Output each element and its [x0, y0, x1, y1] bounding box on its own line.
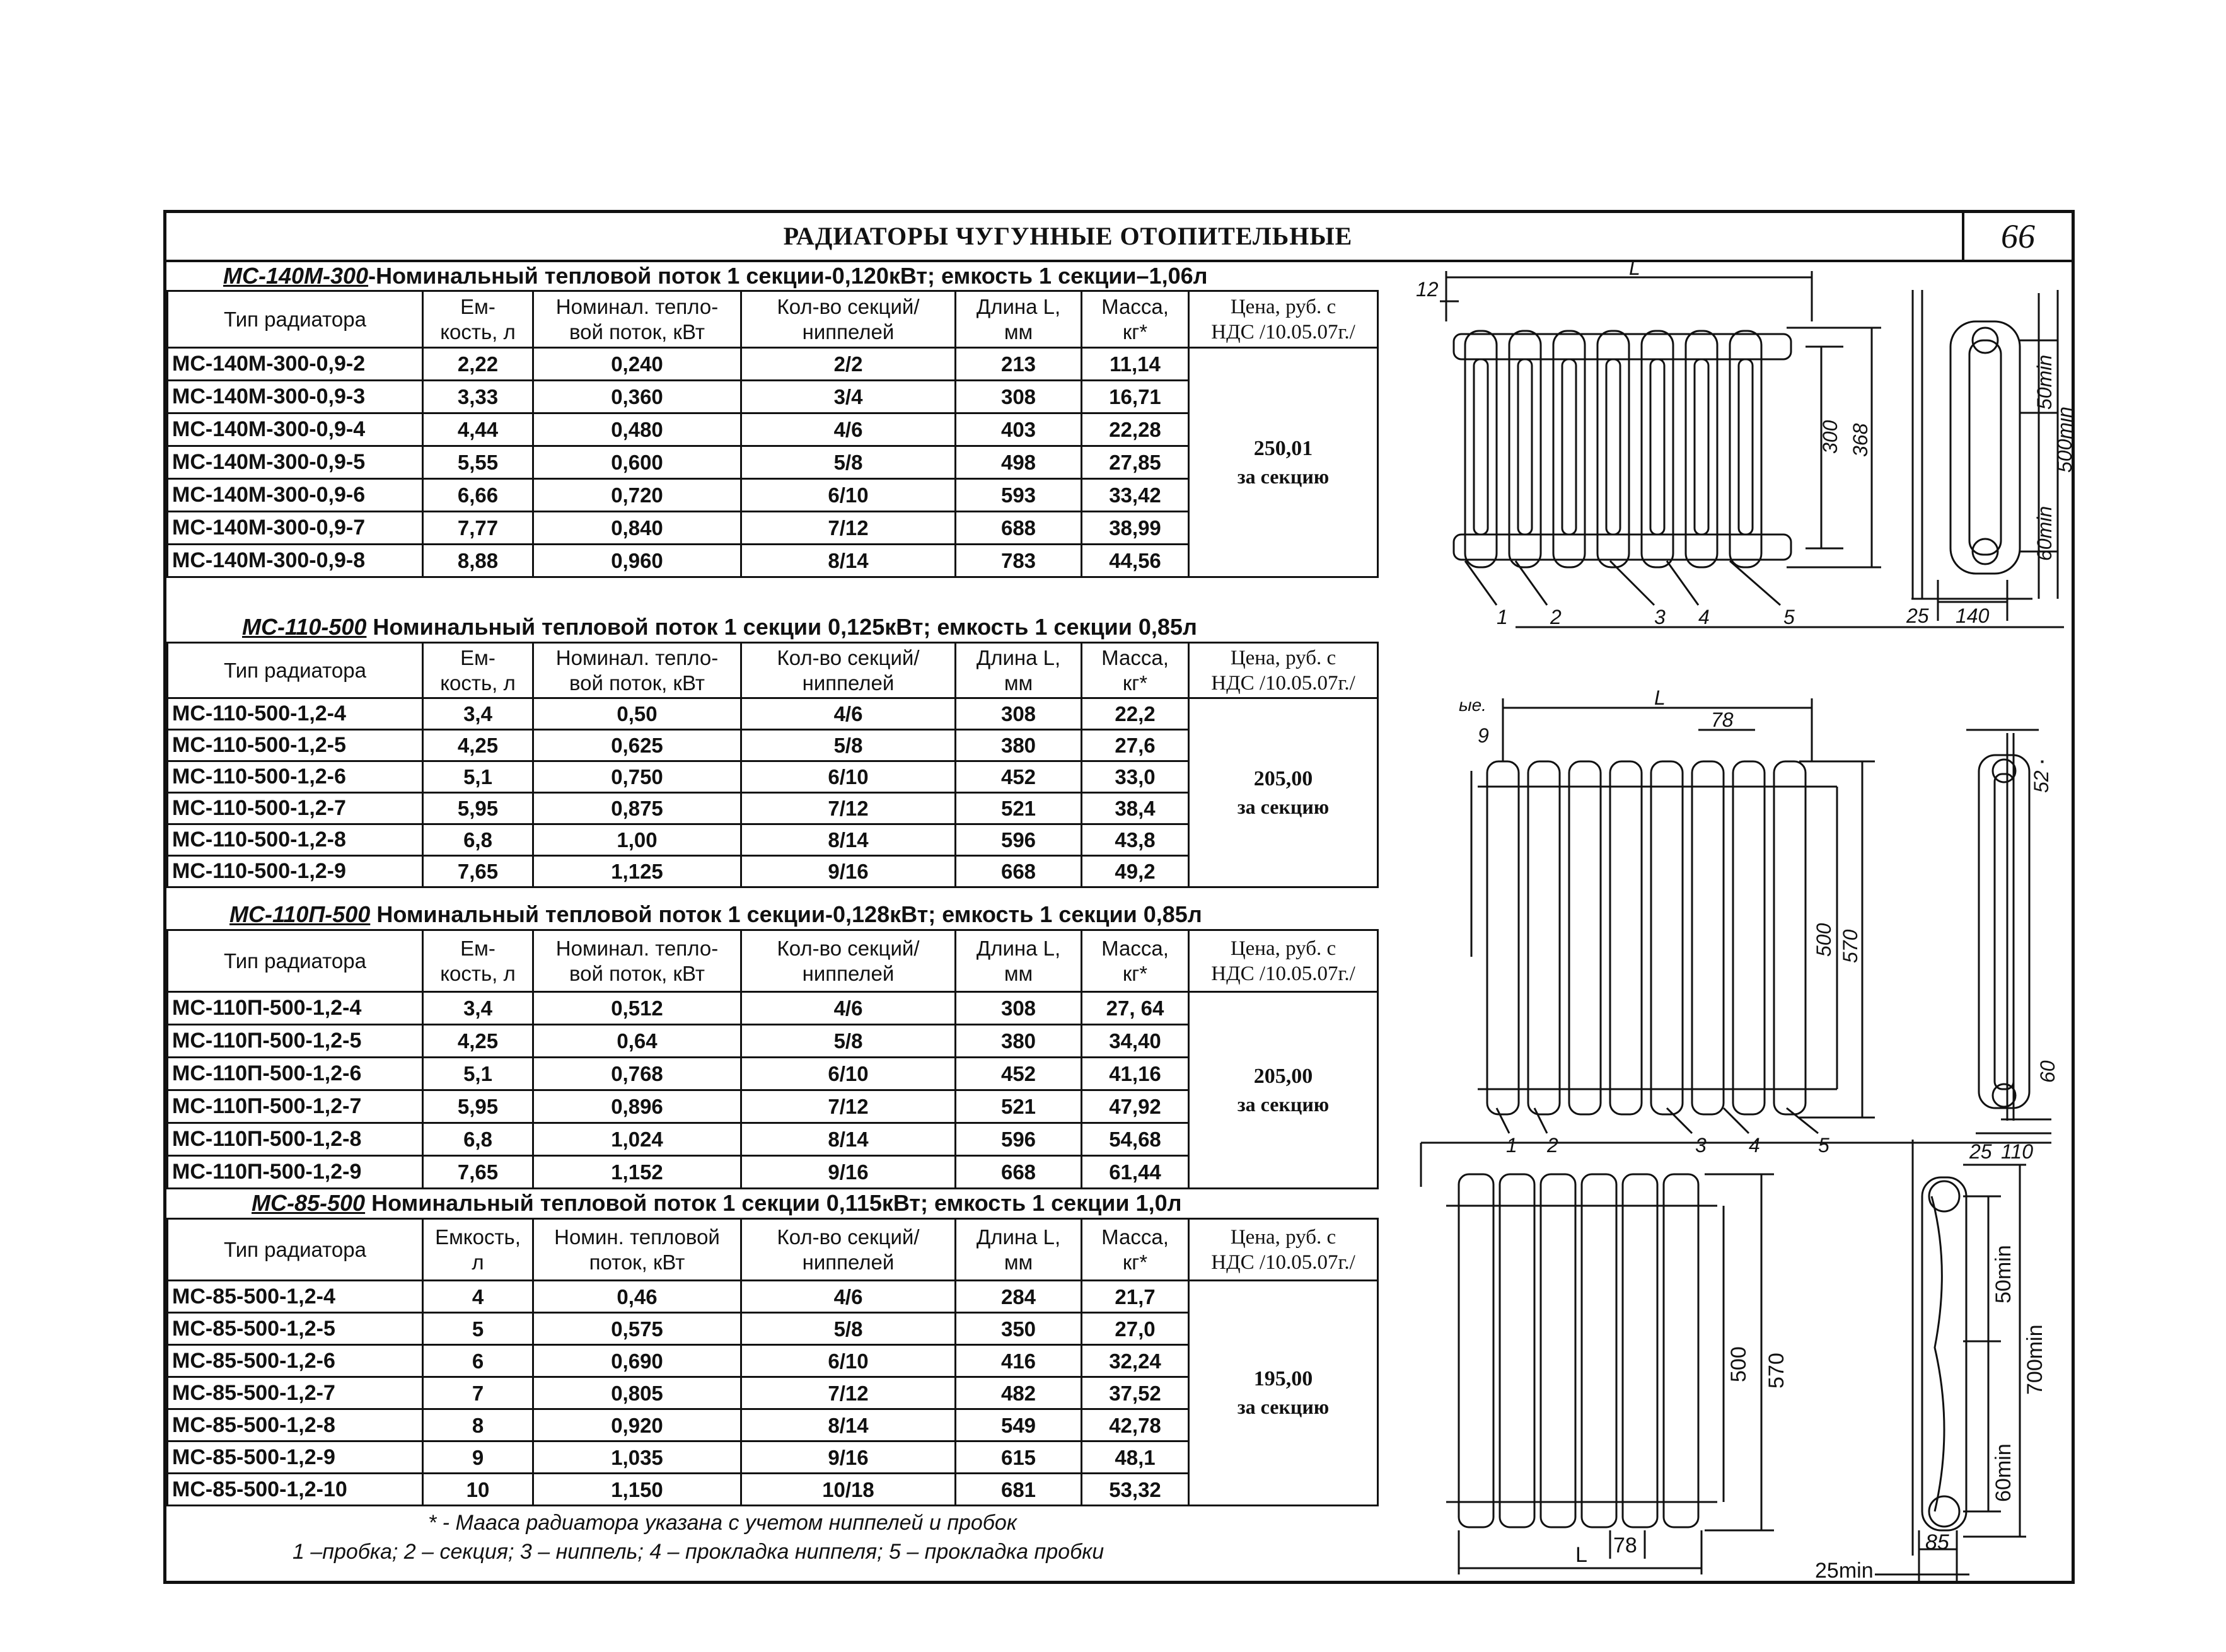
section-columns [1465, 331, 1761, 567]
value-cell: 21,7 [1082, 1281, 1189, 1313]
column-header: Ем- кость, л [423, 291, 533, 348]
value-cell: 4,25 [423, 730, 533, 761]
value-cell: 0,805 [533, 1377, 741, 1409]
value-cell: 8/14 [741, 545, 956, 577]
value-cell: 0,575 [533, 1313, 741, 1345]
value-cell: 6,8 [423, 1123, 533, 1156]
value-cell: 0,64 [533, 1025, 741, 1058]
header-row [168, 643, 1378, 698]
value-cell: 27,85 [1082, 446, 1189, 479]
value-cell: 8/14 [741, 1123, 956, 1156]
value-cell: 6/10 [741, 1058, 956, 1090]
spec-table-mc140m [166, 290, 1379, 578]
value-cell: 0,920 [533, 1409, 741, 1441]
value-cell: 521 [956, 793, 1082, 824]
page-number: 66 [1962, 213, 2072, 260]
value-cell: 1,150 [533, 1474, 741, 1506]
value-cell: 48,1 [1082, 1441, 1189, 1474]
top-note: ые. [1459, 695, 1487, 715]
price-cell [1189, 1281, 1378, 1506]
value-cell: 8/14 [741, 1409, 956, 1441]
value-cell: 61,44 [1082, 1156, 1189, 1189]
price-cell [1189, 992, 1378, 1189]
callout-4: 4 [1698, 606, 1710, 628]
value-cell: 2,22 [423, 348, 533, 381]
value-cell: 3,4 [423, 698, 533, 730]
value-cell: 22,28 [1082, 413, 1189, 446]
callout-4: 4 [1749, 1134, 1760, 1157]
catalog-sheet [163, 210, 2075, 1584]
value-cell: 1,125 [533, 856, 741, 887]
dim-500: 500 [1727, 1346, 1751, 1382]
radiator-type-cell: МС-140М-300-0,9-7 [168, 512, 423, 545]
value-cell: 615 [956, 1441, 1082, 1474]
price-unit: за секцию [1237, 795, 1330, 818]
radiator-type-cell: МС-110П-500-1,2-4 [168, 992, 423, 1025]
section-title-mc110p [229, 900, 1202, 929]
column-header: Номинал. тепло- вой поток, кВт [533, 643, 741, 698]
value-cell: 0,240 [533, 348, 741, 381]
table-row [168, 348, 1378, 381]
price-value: 205,00 [1253, 766, 1313, 790]
value-cell: 681 [956, 1474, 1082, 1506]
value-cell: 308 [956, 381, 1082, 413]
radiator-type-cell: МС-110П-500-1,2-8 [168, 1123, 423, 1156]
column-header: Длина L, мм [956, 643, 1082, 698]
radiator-type-cell: МС-110-500-1,2-6 [168, 761, 423, 793]
section-title-mc110 [242, 613, 1197, 642]
value-cell: 32,24 [1082, 1345, 1189, 1377]
price-cell [1189, 348, 1378, 577]
value-cell: 668 [956, 1156, 1082, 1189]
column-header: Тип радиатора [168, 291, 423, 348]
column-header: Номинал. тепло- вой поток, кВт [533, 930, 741, 992]
callout-3: 3 [1695, 1134, 1707, 1157]
dim-368: 368 [1849, 423, 1872, 457]
price-unit: за секцию [1237, 1395, 1330, 1418]
dim-78: 78 [1613, 1534, 1637, 1557]
column-header: Номин. тепловой поток, кВт [533, 1219, 741, 1281]
section-columns [1487, 761, 1806, 1114]
column-header: Цена, руб. с НДС /10.05.07г./ [1189, 1219, 1378, 1281]
value-cell: 1,00 [533, 824, 741, 856]
value-cell: 308 [956, 698, 1082, 730]
dim-60min: 60min [2033, 505, 2056, 561]
callout-2: 2 [1547, 1134, 1558, 1157]
radiator-type-cell: МС-140М-300-0,9-8 [168, 545, 423, 577]
value-cell: 5 [423, 1313, 533, 1345]
value-cell: 7 [423, 1377, 533, 1409]
dim-85: 85 [1925, 1530, 1949, 1554]
value-cell: 9/16 [741, 856, 956, 887]
section-columns [1459, 1174, 1698, 1527]
value-cell: 43,8 [1082, 824, 1189, 856]
value-cell: 8/14 [741, 824, 956, 856]
column-header: Кол-во секций/ ниппелей [741, 643, 956, 698]
value-cell: 41,16 [1082, 1058, 1189, 1090]
radiator-type-cell: МС-110П-500-1,2-9 [168, 1156, 423, 1189]
header-row [168, 291, 1378, 348]
value-cell: 0,512 [533, 992, 741, 1025]
spec-table-mc110 [166, 642, 1379, 888]
value-cell: 213 [956, 348, 1082, 381]
value-cell: 4/6 [741, 1281, 956, 1313]
value-cell: 10 [423, 1474, 533, 1506]
column-header: Кол-во секций/ ниппелей [741, 930, 956, 992]
dim-140: 140 [1956, 604, 1990, 627]
legend-footnote: 1 –пробка; 2 – секция; 3 – ниппель; 4 – прокладка ниппеля; 5 – прокладка пробки [293, 1540, 1104, 1564]
value-cell: 6/10 [741, 1345, 956, 1377]
radiator-type-cell: МС-140М-300-0,9-5 [168, 446, 423, 479]
column-header: Ем- кость, л [423, 930, 533, 992]
column-header: Длина L, мм [956, 930, 1082, 992]
value-cell: 9/16 [741, 1156, 956, 1189]
dim-50min: 50min [2033, 354, 2056, 410]
value-cell: 5/8 [741, 1025, 956, 1058]
column-header: Длина L, мм [956, 291, 1082, 348]
header-row [168, 930, 1378, 992]
dim-12: 12 [1416, 278, 1439, 301]
dim-78: 78 [1711, 708, 1734, 731]
radiator-type-cell: МС-110П-500-1,2-7 [168, 1090, 423, 1123]
radiator-type-cell: МС-140М-300-0,9-4 [168, 413, 423, 446]
section-title-mc85 [252, 1189, 1181, 1218]
dim-52: 52 [2030, 770, 2053, 793]
price-value: 205,00 [1253, 1064, 1313, 1088]
column-header: Тип радиатора [168, 1219, 423, 1281]
title-bar [166, 213, 2072, 262]
value-cell: 49,2 [1082, 856, 1189, 887]
value-cell: 5,95 [423, 793, 533, 824]
radiator-type-cell: МС-110-500-1,2-4 [168, 698, 423, 730]
column-header: Кол-во секций/ ниппелей [741, 291, 956, 348]
radiator-type-cell: МС-85-500-1,2-10 [168, 1474, 423, 1506]
value-cell: 5,1 [423, 761, 533, 793]
dim-25: 25 [1969, 1140, 1992, 1163]
table-row [168, 698, 1378, 730]
value-cell: 27,0 [1082, 1313, 1189, 1345]
radiator-type-cell: МС-110-500-1,2-8 [168, 824, 423, 856]
column-header: Масса, кг* [1082, 1219, 1189, 1281]
value-cell: 596 [956, 1123, 1082, 1156]
column-header: Тип радиатора [168, 930, 423, 992]
radiator-type-cell: МС-85-500-1,2-6 [168, 1345, 423, 1377]
value-cell: 593 [956, 479, 1082, 512]
dim-25: 25 [1906, 604, 1929, 627]
value-cell: 0,50 [533, 698, 741, 730]
value-cell: 7/12 [741, 512, 956, 545]
radiator-type-cell: МС-110П-500-1,2-6 [168, 1058, 423, 1090]
header-row [168, 1219, 1378, 1281]
section-title-rest: Номинальный тепловой поток 1 секции 0,125кВт; емкость 1 секции 0,85л [366, 614, 1197, 640]
value-cell: 308 [956, 992, 1082, 1025]
value-cell: 22,2 [1082, 698, 1189, 730]
dim-500: 500 [1812, 923, 1835, 957]
spec-table-mc110p [166, 929, 1379, 1189]
value-cell: 452 [956, 1058, 1082, 1090]
column-header: Цена, руб. с НДС /10.05.07г./ [1189, 930, 1378, 992]
value-cell: 11,14 [1082, 348, 1189, 381]
value-cell: 3,4 [423, 992, 533, 1025]
value-cell: 0,46 [533, 1281, 741, 1313]
column-header: Кол-во секций/ ниппелей [741, 1219, 956, 1281]
dim-110: 110 [2001, 1140, 2034, 1163]
column-header: Масса, кг* [1082, 930, 1189, 992]
mass-footnote: * - Мааса радиатора указана с учетом ниппелей и пробок [428, 1511, 1017, 1535]
value-cell: 0,480 [533, 413, 741, 446]
price-unit: за секцию [1237, 1092, 1330, 1116]
value-cell: 9 [423, 1441, 533, 1474]
value-cell: 54,68 [1082, 1123, 1189, 1156]
radiator-type-cell: МС-110-500-1,2-9 [168, 856, 423, 887]
value-cell: 8 [423, 1409, 533, 1441]
value-cell: 10/18 [741, 1474, 956, 1506]
value-cell: 783 [956, 545, 1082, 577]
dim-L: L [1654, 686, 1666, 709]
dim-570: 570 [1765, 1353, 1788, 1389]
value-cell: 4,44 [423, 413, 533, 446]
column-header: Длина L, мм [956, 1219, 1082, 1281]
section-title-rest: Номинальный тепловой поток 1 секции-0,128кВт; емкость 1 секции 0,85л [370, 901, 1202, 927]
value-cell: 4/6 [741, 992, 956, 1025]
radiator-type-cell: МС-85-500-1,2-4 [168, 1281, 423, 1313]
radiator-type-cell: МС-110-500-1,2-7 [168, 793, 423, 824]
column-header: Ем- кость, л [423, 643, 533, 698]
callout-5: 5 [1783, 606, 1795, 628]
callout-1: 1 [1506, 1134, 1517, 1157]
value-cell: 350 [956, 1313, 1082, 1345]
value-cell: 5,95 [423, 1090, 533, 1123]
value-cell: 0,896 [533, 1090, 741, 1123]
value-cell: 6/10 [741, 479, 956, 512]
dim-700min: 700min [2023, 1324, 2047, 1395]
value-cell: 5/8 [741, 1313, 956, 1345]
radiator-type-cell: МС-140М-300-0,9-2 [168, 348, 423, 381]
radiator-type-cell: МС-85-500-1,2-7 [168, 1377, 423, 1409]
value-cell: 33,42 [1082, 479, 1189, 512]
column-header: Емкость, л [423, 1219, 533, 1281]
value-cell: 0,720 [533, 479, 741, 512]
price-value: 195,00 [1253, 1367, 1313, 1390]
callout-1: 1 [1497, 606, 1508, 628]
value-cell: 284 [956, 1281, 1082, 1313]
price-value: 250,01 [1253, 436, 1313, 460]
value-cell: 5,1 [423, 1058, 533, 1090]
section-title-rest: Номинальный тепловой поток 1 секции 0,115кВт; емкость 1 секции 1,0л [365, 1190, 1182, 1216]
value-cell: 452 [956, 761, 1082, 793]
value-cell: 6 [423, 1345, 533, 1377]
value-cell: 1,152 [533, 1156, 741, 1189]
value-cell: 0,690 [533, 1345, 741, 1377]
value-cell: 5,55 [423, 446, 533, 479]
dim-9: 9 [1478, 724, 1489, 747]
callout-5: 5 [1818, 1134, 1829, 1157]
page-title: РАДИАТОРЫ ЧУГУННЫЕ ОТОПИТЕЛЬНЫЕ [783, 222, 1353, 250]
section-model: МС-110-500 [242, 614, 367, 640]
value-cell: 2/2 [741, 348, 956, 381]
value-cell: 0,625 [533, 730, 741, 761]
value-cell: 9/16 [741, 1441, 956, 1474]
radiator-type-cell: МС-110П-500-1,2-5 [168, 1025, 423, 1058]
value-cell: 27,6 [1082, 730, 1189, 761]
dim-50min: 50min [1991, 1245, 2015, 1303]
radiator-type-cell: МС-85-500-1,2-9 [168, 1441, 423, 1474]
value-cell: 549 [956, 1409, 1082, 1441]
value-cell: 6/10 [741, 761, 956, 793]
value-cell: 0,360 [533, 381, 741, 413]
value-cell: 403 [956, 413, 1082, 446]
value-cell: 16,71 [1082, 381, 1189, 413]
section-model: МС-85-500 [252, 1190, 366, 1216]
dim-300: 300 [1819, 420, 1841, 454]
value-cell: 53,32 [1082, 1474, 1189, 1506]
value-cell: 7/12 [741, 1377, 956, 1409]
price-unit: за секцию [1237, 465, 1330, 488]
value-cell: 7/12 [741, 793, 956, 824]
value-cell: 4/6 [741, 413, 956, 446]
value-cell: 7,77 [423, 512, 533, 545]
value-cell: 4 [423, 1281, 533, 1313]
dim-60min: 60min [1991, 1443, 2015, 1502]
section-title-rest: -Номинальный тепловой поток 1 секции-0,120кВт; емкость 1 секции–1,06л [368, 263, 1208, 289]
section-model: МС-140М-300 [223, 263, 369, 289]
value-cell: 5/8 [741, 446, 956, 479]
column-header: Масса, кг* [1082, 643, 1189, 698]
dim-60: 60 [2036, 1060, 2059, 1083]
value-cell: 4,25 [423, 1025, 533, 1058]
value-cell: 6,66 [423, 479, 533, 512]
value-cell: 37,52 [1082, 1377, 1189, 1409]
value-cell: 0,875 [533, 793, 741, 824]
section-model: МС-110П-500 [229, 901, 371, 927]
radiator-type-cell: МС-140М-300-0,9-6 [168, 479, 423, 512]
value-cell: 416 [956, 1345, 1082, 1377]
value-cell: 7,65 [423, 1156, 533, 1189]
value-cell: 44,56 [1082, 545, 1189, 577]
spec-table-mc85 [166, 1218, 1379, 1506]
callout-3: 3 [1654, 606, 1666, 628]
price-cell [1189, 698, 1378, 887]
radiator-type-cell: МС-110-500-1,2-5 [168, 730, 423, 761]
column-header: Цена, руб. с НДС /10.05.07г./ [1189, 643, 1378, 698]
value-cell: 7,65 [423, 856, 533, 887]
value-cell: 6,8 [423, 824, 533, 856]
value-cell: 668 [956, 856, 1082, 887]
value-cell: 38,99 [1082, 512, 1189, 545]
dim-25min: 25min [1815, 1559, 1874, 1583]
value-cell: 5/8 [741, 730, 956, 761]
value-cell: 0,840 [533, 512, 741, 545]
value-cell: 33,0 [1082, 761, 1189, 793]
value-cell: 688 [956, 512, 1082, 545]
section-title-mc140m [223, 262, 1207, 290]
value-cell: 498 [956, 446, 1082, 479]
column-header: Номинал. тепло- вой поток, кВт [533, 291, 741, 348]
value-cell: 380 [956, 730, 1082, 761]
value-cell: 47,92 [1082, 1090, 1189, 1123]
column-header: Масса, кг* [1082, 291, 1189, 348]
value-cell: 3,33 [423, 381, 533, 413]
value-cell: 27, 64 [1082, 992, 1189, 1025]
drawing-mc140m [1402, 257, 2076, 633]
value-cell: 1,024 [533, 1123, 741, 1156]
dim-L: L [1629, 257, 1640, 279]
radiator-type-cell: МС-140М-300-0,9-3 [168, 381, 423, 413]
dim-500min: 500min [2053, 407, 2076, 473]
value-cell: 42,78 [1082, 1409, 1189, 1441]
drawing-mc85 [1421, 1140, 2070, 1581]
dim-L: L [1575, 1543, 1587, 1567]
radiator-type-cell: МС-85-500-1,2-5 [168, 1313, 423, 1345]
value-cell: 521 [956, 1090, 1082, 1123]
value-cell: 4/6 [741, 698, 956, 730]
column-header: Тип радиатора [168, 643, 423, 698]
column-header: Цена, руб. с НДС /10.05.07г./ [1189, 291, 1378, 348]
radiator-type-cell: МС-85-500-1,2-8 [168, 1409, 423, 1441]
callout-2: 2 [1550, 606, 1562, 628]
value-cell: 8,88 [423, 545, 533, 577]
value-cell: 34,40 [1082, 1025, 1189, 1058]
value-cell: 0,960 [533, 545, 741, 577]
value-cell: 0,750 [533, 761, 741, 793]
dim-570: 570 [1839, 929, 1862, 963]
value-cell: 0,600 [533, 446, 741, 479]
value-cell: 1,035 [533, 1441, 741, 1474]
value-cell: 3/4 [741, 381, 956, 413]
value-cell: 7/12 [741, 1090, 956, 1123]
value-cell: 482 [956, 1377, 1082, 1409]
value-cell: 380 [956, 1025, 1082, 1058]
value-cell: 0,768 [533, 1058, 741, 1090]
value-cell: 38,4 [1082, 793, 1189, 824]
table-row [168, 1281, 1378, 1313]
table-row [168, 992, 1378, 1025]
value-cell: 596 [956, 824, 1082, 856]
